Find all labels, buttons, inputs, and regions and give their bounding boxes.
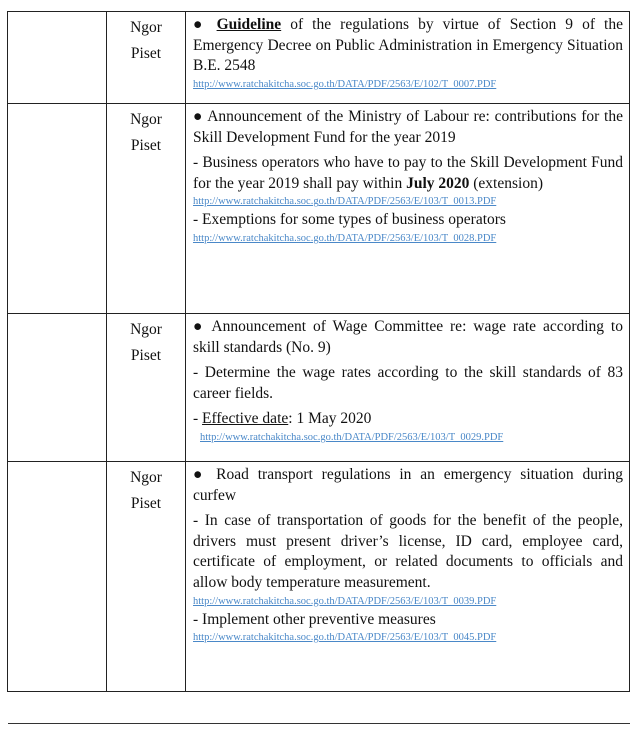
regulation-detail: - Determine the wage rates according to the skill standards of 83 career fields.: [193, 364, 623, 402]
regulation-detail: - In case of transportation of goods for the benefit of the people, drivers must present driver’s license, ID card, employee card, certificate of employment, or related documents to officials and allow body temperature measurement.: [193, 512, 623, 591]
table-row: [8, 462, 630, 692]
content-cell: [186, 462, 630, 692]
responsible-name: Ngor: [130, 469, 162, 486]
regulation-detail: - Exemptions for some types of business operators: [193, 211, 506, 229]
effective-date: [193, 409, 623, 430]
heading-text: of the regulations by virtue of Section 9 of the Emergency Decree on Public Administration in Emergency Situation B.E. 2548: [193, 16, 623, 75]
guideline-label: Guideline: [216, 16, 282, 33]
regulation-heading: ● Announcement of the Ministry of Labour re: contributions for the Skill Development Fund for the year 2019: [193, 108, 623, 146]
source-link[interactable]: http://www.ratchakitcha.soc.go.th/DATA/PDF/2563/E/103/T_0039.PDF: [193, 595, 497, 607]
responsible-name: Ngor: [130, 111, 162, 128]
table-row: [8, 104, 630, 314]
effective-date-label: Effective date: [202, 410, 289, 428]
source-link[interactable]: http://www.ratchakitcha.soc.go.th/DATA/PDF/2563/E/103/T_0028.PDF: [193, 232, 497, 244]
responsible-name: Piset: [130, 347, 162, 364]
responsible-name: Piset: [130, 137, 162, 154]
regulation-heading: [193, 15, 623, 77]
responsible-name: Ngor: [130, 321, 162, 338]
responsible-name: Piset: [130, 495, 162, 512]
regulation-detail: [193, 153, 623, 194]
source-link[interactable]: http://www.ratchakitcha.soc.go.th/DATA/PDF/2563/E/102/T_0007.PDF: [193, 78, 497, 90]
regulations-table: [7, 11, 630, 692]
detail-text: - Business operators who have to pay to the Skill Development Fund for the year 2019 shall pay within: [193, 154, 623, 192]
dash: -: [193, 410, 203, 428]
responsible-cell: [107, 104, 186, 314]
blank-cell: [8, 104, 107, 314]
responsible-cell: [107, 462, 186, 692]
effective-date-value: : 1 May 2020: [288, 410, 372, 428]
content-cell: [186, 104, 630, 314]
source-link[interactable]: http://www.ratchakitcha.soc.go.th/DATA/PDF/2563/E/103/T_0029.PDF: [200, 431, 504, 443]
blank-cell: [8, 462, 107, 692]
responsible-name: Ngor: [130, 19, 162, 36]
blank-cell: [8, 314, 107, 462]
table-row: [8, 314, 630, 462]
detail-text: (extension): [469, 174, 543, 192]
content-cell: [186, 314, 630, 462]
content-cell: [186, 12, 630, 104]
responsible-cell: [107, 314, 186, 462]
regulation-detail: - Implement other preventive measures: [193, 610, 436, 628]
source-link[interactable]: http://www.ratchakitcha.soc.go.th/DATA/PDF/2563/E/103/T_0045.PDF: [193, 632, 497, 644]
deadline: July 2020: [406, 174, 470, 192]
responsible-cell: [107, 12, 186, 104]
responsible-name: Piset: [130, 45, 162, 62]
footer-divider: [8, 723, 630, 724]
regulation-heading: ● Road transport regulations in an emergency situation during curfew: [193, 466, 623, 504]
table-row: [8, 12, 630, 104]
source-link[interactable]: http://www.ratchakitcha.soc.go.th/DATA/PDF/2563/E/103/T_0013.PDF: [193, 196, 497, 208]
regulation-heading: ● Announcement of Wage Committee re: wage rate according to skill standards (No. 9): [193, 318, 623, 356]
blank-cell: [8, 12, 107, 104]
bullet: ●: [193, 16, 208, 33]
